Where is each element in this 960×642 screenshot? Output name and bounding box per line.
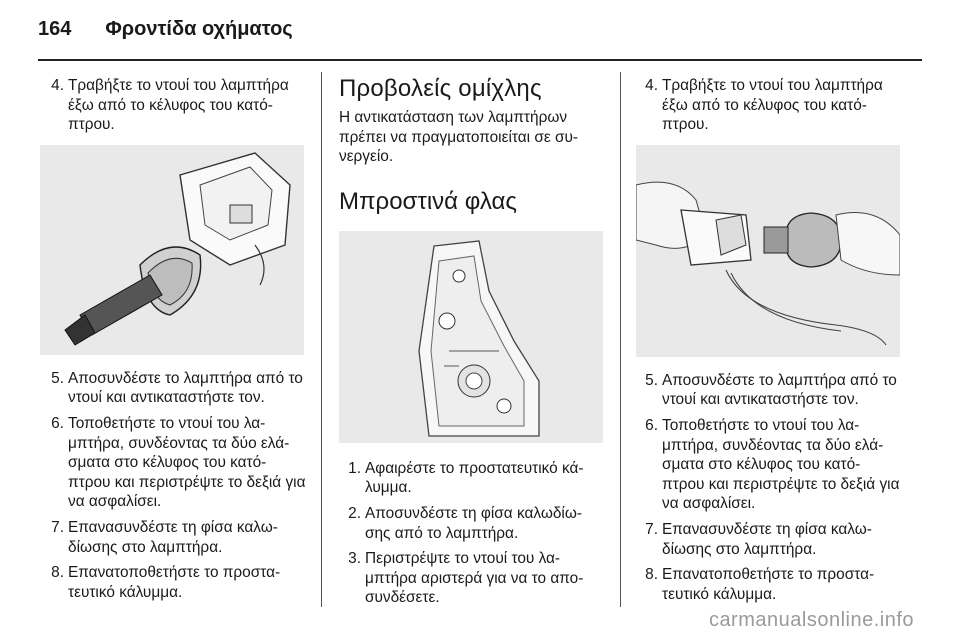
left-steps-bottom — [42, 369, 306, 603]
list-item — [42, 76, 306, 135]
step-number: 2. — [348, 504, 361, 522]
list-item — [636, 565, 900, 604]
list-item — [339, 549, 603, 608]
page-number: 164 — [38, 17, 72, 40]
step-number: 3. — [348, 550, 361, 568]
right-steps-top — [636, 76, 900, 135]
list-item — [42, 414, 306, 512]
step-text: Επανασυνδέστε τη φίσα καλω-δίωσης στο λαμπτήρα. — [68, 518, 278, 556]
indicator-bulb-figure — [636, 145, 900, 357]
step-number: 7. — [645, 520, 658, 538]
list-item — [636, 416, 900, 514]
front-indicator-figure — [339, 231, 603, 443]
step-number: 6. — [51, 414, 64, 432]
indicator-bulb-illustration — [636, 145, 900, 357]
page-header — [38, 14, 293, 44]
step-text: Αφαιρέστε το προστατευτικό κά-λυμμα. — [365, 459, 584, 497]
column-divider-right — [620, 72, 621, 607]
list-item — [636, 520, 900, 559]
step-number: 1. — [348, 459, 361, 477]
step-text: Επανατοποθετήστε το προστα-τευτικό κάλυμμα. — [662, 566, 875, 603]
step-text: Αποσυνδέστε το λαμπτήρα από το ντουί και αντικαταστήστε τον. — [662, 371, 897, 409]
column-divider-left — [321, 72, 322, 607]
fog-lamp-figure — [40, 145, 304, 355]
step-text: Περιστρέψτε το ντουί του λα-μπτήρα αριστερά για να το απο-συνδέσετε. — [365, 550, 584, 607]
right-column — [636, 76, 900, 610]
middle-steps — [339, 459, 603, 608]
step-text: Τραβήξτε το ντουί του λαμπτήρα έξω από το κέλυφος του κατό-πτρου. — [662, 77, 883, 134]
middle-column — [339, 76, 603, 614]
list-item — [42, 518, 306, 557]
step-number: 8. — [51, 564, 64, 582]
step-text: Τοποθετήστε το ντουί του λα-μπτήρα, συνδέοντας τα δύο ελά-σματα στο κέλυφος του κατό-πτρου και περιστρέψτε το δεξιά για να ασφαλίσει. — [68, 414, 306, 511]
step-text: Αποσυνδέστε τη φίσα καλωδίω-σης από το λαμπτήρα. — [365, 504, 582, 542]
page-title: Φροντίδα οχήματος — [105, 17, 293, 40]
watermark: carmanualsonline.info — [708, 609, 914, 631]
step-number: 5. — [51, 369, 64, 387]
section-heading-fog-lights: Προβολείς ομίχλης — [339, 75, 542, 102]
step-number: 4. — [645, 77, 658, 94]
list-item — [339, 504, 603, 543]
list-item — [339, 459, 603, 498]
step-text: Τοποθετήστε το ντουί του λα-μπτήρα, συνδέοντας τα δύο ελά-σματα στο κέλυφος του κατό-πτρου και περιστρέψτε το δεξιά για να ασφαλίσει. — [662, 416, 900, 513]
section-heading-front-indicators: Μπροστινά φλας — [339, 187, 517, 215]
step-text: Αποσυνδέστε το λαμπτήρα από το ντουί και αντικαταστήστε τον. — [68, 369, 303, 407]
step-text: Τραβήξτε το ντουί του λαμπτήρα έξω από το κέλυφος του κατό-πτρου. — [68, 77, 289, 134]
list-item — [636, 76, 900, 135]
step-text: Επανατοποθετήστε το προστα-τευτικό κάλυμμα. — [68, 564, 281, 601]
left-steps-top — [42, 76, 306, 135]
step-number: 8. — [645, 566, 658, 584]
step-number: 7. — [51, 518, 64, 536]
list-item — [636, 371, 900, 410]
header-rule — [38, 59, 922, 61]
list-item — [42, 563, 306, 602]
front-indicator-housing-illustration — [339, 231, 603, 443]
list-item — [42, 369, 306, 408]
section-paragraph: Η αντικατάσταση των λαμπτήρων πρέπει να πραγματοποιείται σε συ-νεργείο. — [339, 109, 579, 166]
step-number: 4. — [51, 77, 64, 94]
step-number: 5. — [645, 371, 658, 389]
step-number: 6. — [645, 416, 658, 434]
right-steps-bottom — [636, 371, 900, 605]
left-column — [42, 76, 306, 608]
step-text: Επανασυνδέστε τη φίσα καλω-δίωσης στο λαμπτήρα. — [662, 520, 872, 558]
fog-lamp-bulb-illustration — [40, 145, 304, 355]
